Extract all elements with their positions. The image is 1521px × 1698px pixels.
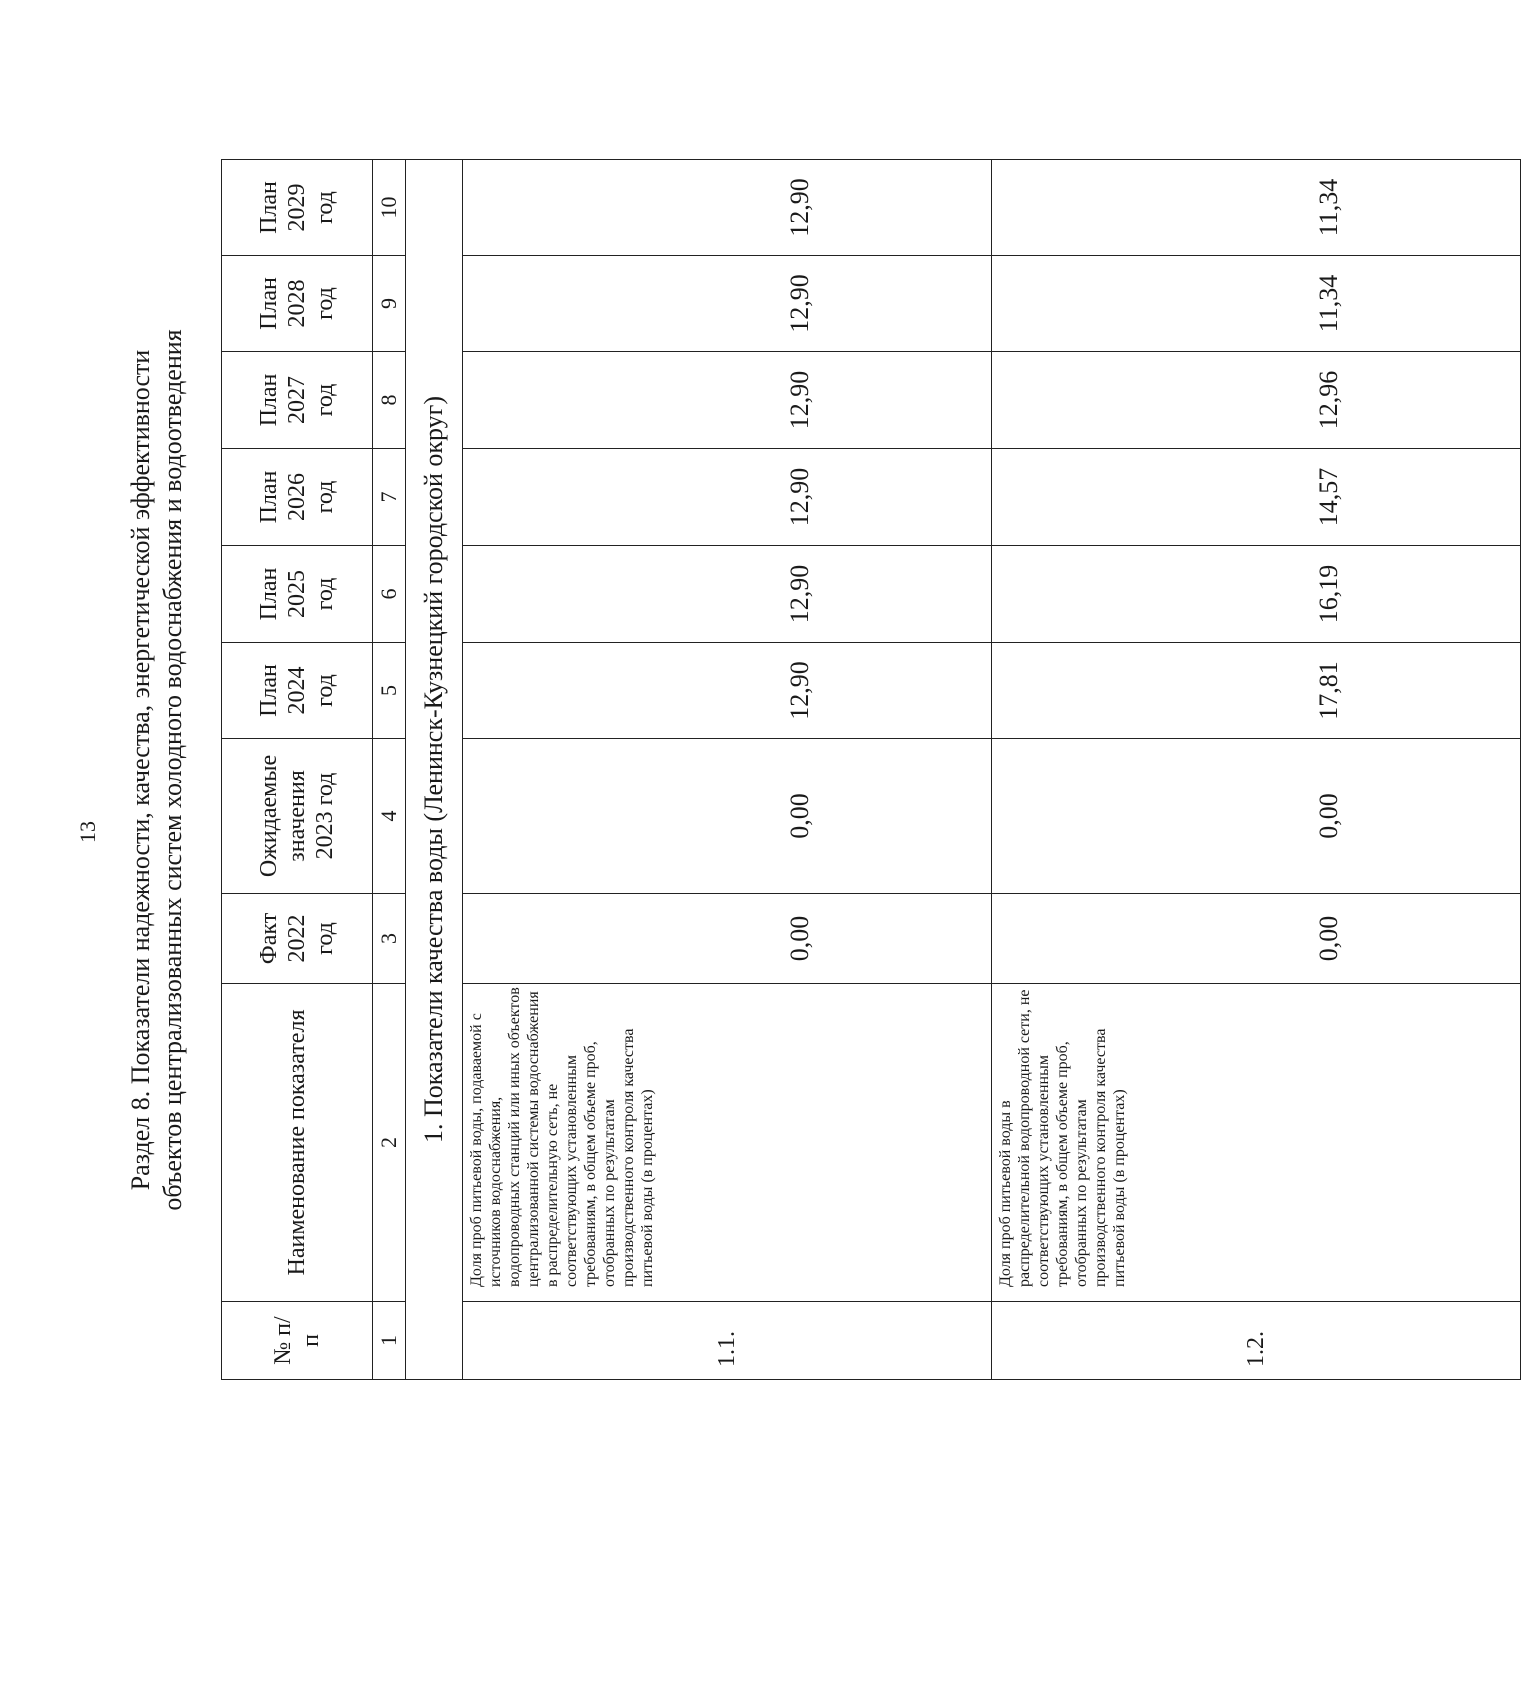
rotated-content	[125, 160, 1521, 1380]
value-plan-2029: 12,90	[463, 160, 992, 256]
value-expected-2023: 0,00	[992, 739, 1521, 894]
column-number: 3	[373, 894, 406, 984]
section-row	[406, 160, 463, 1380]
indicator-name-text: Доля проб питьевой воды в распределительной водопроводной сети, не соответствующих установленным требованиям, в общем объеме проб, отобранных по результатам производственного контроля качества питьевой воды (в процентах)	[997, 989, 1128, 1287]
column-number: 1	[373, 1302, 406, 1380]
table-row	[992, 160, 1521, 1380]
value-plan-2025: 12,90	[463, 546, 992, 643]
header-plan-2024: План 2024 год	[222, 643, 373, 739]
header-fact-2022: Факт 2022 год	[222, 894, 373, 984]
page-number: 13	[75, 821, 100, 843]
section-heading: 1. Показатели качества воды (Ленинск-Кузнецкий городской округ)	[406, 160, 463, 1380]
column-number: 10	[373, 160, 406, 256]
column-number: 5	[373, 643, 406, 739]
value-plan-2027: 12,90	[463, 352, 992, 449]
column-number: 6	[373, 546, 406, 643]
header-name: Наименование показателя	[222, 984, 373, 1302]
header-expected-2023: Ожидаемые значения 2023 год	[222, 739, 373, 894]
table-row	[463, 160, 992, 1380]
value-fact-2022: 0,00	[463, 894, 992, 984]
indicator-name-text: Доля проб питьевой воды, подаваемой с источников водоснабжения, водопроводных станций или иных объектов централизованной системы водоснабжения в распределительную сеть, не соответствующих установленным требованиям, в общем объеме проб, отобранных по результатам производственного контроля качества питьевой воды (в процентах)	[468, 987, 656, 1287]
value-plan-2028: 11,34	[992, 256, 1521, 352]
value-plan-2025: 16,19	[992, 546, 1521, 643]
value-expected-2023: 0,00	[463, 739, 992, 894]
header-num: № п/п	[222, 1302, 373, 1380]
indicator-name	[463, 984, 992, 1302]
value-plan-2026: 12,90	[463, 449, 992, 546]
value-plan-2028: 12,90	[463, 256, 992, 352]
value-plan-2024: 12,90	[463, 643, 992, 739]
indicator-name	[992, 984, 1521, 1302]
header-plan-2027: План 2027 год	[222, 352, 373, 449]
value-plan-2027: 12,96	[992, 352, 1521, 449]
header-plan-2028: План 2028 год	[222, 256, 373, 352]
value-plan-2024: 17,81	[992, 643, 1521, 739]
column-number: 2	[373, 984, 406, 1302]
row-number: 1.1.	[463, 1302, 992, 1380]
column-number: 4	[373, 739, 406, 894]
title-line-2: объектов централизованных систем холодного водоснабжения и водоотведения	[158, 329, 187, 1211]
header-plan-2029: План 2029 год	[222, 160, 373, 256]
section-title	[125, 160, 215, 1380]
row-number: 1.2.	[992, 1302, 1521, 1380]
value-plan-2026: 14,57	[992, 449, 1521, 546]
column-number: 8	[373, 352, 406, 449]
column-number-row	[373, 160, 406, 1380]
header-row	[222, 160, 373, 1380]
indicators-table	[221, 159, 1521, 1380]
title-line-1: Раздел 8. Показатели надежности, качества, энергетической эффективности	[126, 349, 155, 1191]
header-plan-2026: План 2026 год	[222, 449, 373, 546]
value-plan-2029: 11,34	[992, 160, 1521, 256]
column-number: 9	[373, 256, 406, 352]
value-fact-2022: 0,00	[992, 894, 1521, 984]
column-number: 7	[373, 449, 406, 546]
header-plan-2025: План 2025 год	[222, 546, 373, 643]
